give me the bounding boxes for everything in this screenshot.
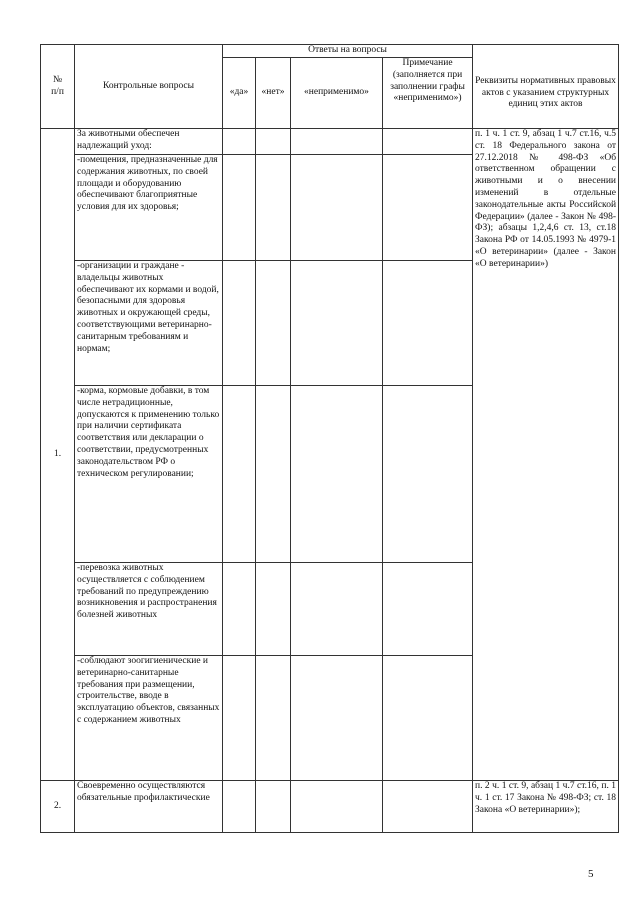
row-number: 1. [41,129,75,781]
answer-na-cell[interactable] [291,129,383,155]
question-item: -перевозка животных осуществляется с соблюдением требований по предупреждению возникновения и распространения болезней животных [75,563,223,656]
question-intro: За животными обеспечен надлежащий уход: [75,129,223,155]
answer-yes-cell[interactable] [223,781,256,833]
page-number: 5 [588,868,594,880]
header-answers: Ответы на вопросы [223,45,473,58]
note-cell[interactable] [383,563,473,656]
legal-requisites: п. 2 ч. 1 ст. 9, абзац 1 ч.7 ст.16, п. 1 ч. 1 ст. 17 Закона № 498-ФЗ; ст. 18 Закона «О ветеринарии»); [473,781,619,833]
answer-na-cell[interactable] [291,155,383,261]
question-item: -организации и граждане - владельцы животных обеспечивают их кормами и водой, безопасными для здоровья животных и окружающей среды, соответствующими ветеринарно-санитарным требованиям и нормам; [75,261,223,386]
header-questions: Контрольные вопросы [75,45,223,129]
answer-no-cell[interactable] [256,656,291,781]
header-requisites: Реквизиты нормативных правовых актов с указанием структурных единиц этих актов [473,45,619,129]
answer-na-cell[interactable] [291,563,383,656]
answer-yes-cell[interactable] [223,386,256,563]
row-number: 2. [41,781,75,833]
header-number: № п/п [41,45,75,129]
answer-yes-cell[interactable] [223,155,256,261]
note-cell[interactable] [383,656,473,781]
note-cell[interactable] [383,781,473,833]
answer-yes-cell[interactable] [223,261,256,386]
note-cell[interactable] [383,261,473,386]
note-cell[interactable] [383,155,473,261]
header-yes: «да» [223,58,256,129]
header-note: Примечание (заполняется при заполнении графы «неприменимо») [383,58,473,129]
answer-na-cell[interactable] [291,386,383,563]
answer-na-cell[interactable] [291,656,383,781]
question-item: -корма, кормовые добавки, в том числе нетрадиционные, допускаются к применению только при наличии сертификата соответствия или декларации о соответствии, предусмотренных законодательством РФ о техническом регулировании; [75,386,223,563]
question-item: -помещения, предназначенные для содержания животных, по своей площади и оборудованию обеспечивают благоприятные условия для их здоровья; [75,155,223,261]
header-no: «нет» [256,58,291,129]
note-cell[interactable] [383,129,473,155]
answer-na-cell[interactable] [291,261,383,386]
answer-no-cell[interactable] [256,563,291,656]
answer-na-cell[interactable] [291,781,383,833]
answer-no-cell[interactable] [256,261,291,386]
answer-yes-cell[interactable] [223,563,256,656]
question-intro: Своевременно осуществляются обязательные профилактические [75,781,223,833]
header-not-applicable: «неприменимо» [291,58,383,129]
inspection-checklist-table [40,44,619,833]
answer-yes-cell[interactable] [223,656,256,781]
answer-no-cell[interactable] [256,781,291,833]
question-item: -соблюдают зоогигиенические и ветеринарно-санитарные требования при размещении, строительстве, вводе в эксплуатацию объектов, связанных с содержанием животных [75,656,223,781]
answer-no-cell[interactable] [256,129,291,155]
legal-requisites: п. 1 ч. 1 ст. 9, абзац 1 ч.7 ст.16, ч.5 ст. 18 Федерального закона от 27.12.2018 № 498-ФЗ «Об ответственном обращении с животными и о внесении изменений в отдельные законодательные акты Российской Федерации» (далее - Закон № 498-ФЗ); абзацы 1,2,4,6 ст. 13, ст.18 Закона РФ от 14.05.1993 № 4979-1 «О ветеринарии» (далее - Закон «О ветеринарии») [473,129,619,781]
note-cell[interactable] [383,386,473,563]
answer-no-cell[interactable] [256,386,291,563]
answer-no-cell[interactable] [256,155,291,261]
answer-yes-cell[interactable] [223,129,256,155]
